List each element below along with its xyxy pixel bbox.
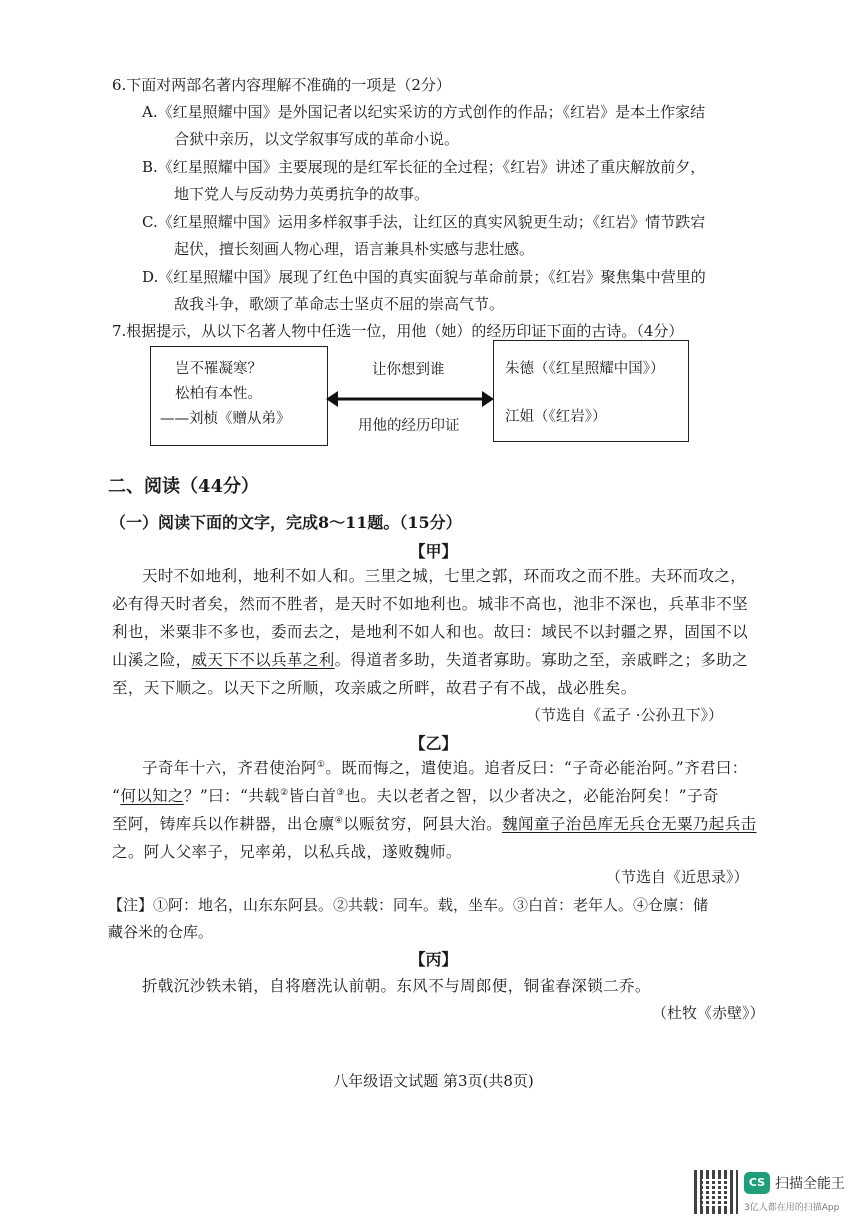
yi-source: （节选自《近思录》）: [606, 868, 749, 886]
passage-jia-label: 【甲】: [409, 542, 458, 561]
yi-line-1: [142, 756, 748, 778]
arrow-label-top: 让你想到谁: [372, 362, 445, 378]
character-box: [493, 340, 689, 442]
q6-stem: 6.下面对两部名著内容理解不准确的一项是（2分）: [112, 76, 451, 94]
q6-option-c-line2: 起伏，擅长刻画人物心理，语言兼具朴实感与悲壮感。: [174, 240, 535, 258]
footnote-3: ③: [336, 787, 345, 798]
poem-line-2: 松柏有本性。: [175, 386, 262, 402]
arrow-label-bottom: 用他的经历印证: [358, 418, 460, 434]
jia-source: （节选自《孟子 ·公孙丑下》）: [526, 706, 724, 724]
passage-yi-label: 【乙】: [409, 734, 458, 753]
bing-poem: 折戟沉沙铁未销，自将磨洗认前朝。东风不与周郎便，铜雀春深锁二乔。: [142, 977, 651, 995]
jia-line-3: 利也，米粟非不多也，委而去之，是地利不如人和也。故曰：域民不以封疆之界，固国不以: [112, 623, 749, 641]
footnote-1: ①: [316, 759, 326, 770]
yi-line-2-quote: “: [112, 787, 121, 805]
jia-line-1: 天时不如地利，地利不如人和。三里之城，七里之郭，环而攻之而不胜。夫环而攻之，: [142, 567, 747, 585]
q6-option-d-line2: 敌我斗争，歌颂了革命志士坚贞不屈的崇高气节。: [174, 295, 505, 313]
yi-line-3: [112, 812, 757, 834]
page-footer: 八年级语文试题 第3页(共8页): [333, 1072, 534, 1090]
q6-option-a-line2: 合狱中亲历，以文学叙事写成的革命小说。: [174, 130, 460, 148]
bing-source: （杜牧《赤壁》）: [652, 1004, 765, 1022]
yi-line-3-b: 以赈贫穷，阿县大治。: [343, 815, 503, 833]
q6-option-b-line1: B.《红星照耀中国》主要展现的是红军长征的全过程；《红岩》讲述了重庆解放前夕，: [142, 158, 706, 176]
yi-line-2-b: ？”曰：“共载: [183, 787, 281, 805]
jia-line-4-start: 山溪之险，: [112, 651, 192, 669]
yi-line-4: 之。阿人父率子，兄率弟，以私兵战，遂败魏师。: [112, 843, 462, 861]
yi-line-2-d: 也。夫以老者之智，以少者决之，必能治阿矣！”子奇: [344, 787, 719, 805]
yi-underlined-sentence: 魏闻童子治邑库无兵仓无粟乃起兵击: [502, 815, 757, 833]
q6-option-b-line2: 地下党人与反动势力英勇抗争的故事。: [174, 185, 430, 203]
q7-stem: 7.根据提示，从以下名著人物中任选一位，用他（她）的经历印证下面的古诗。（4分）: [112, 322, 684, 340]
poem-line-1: 岂不罹凝寒？: [175, 361, 262, 377]
footnote-4: ④: [334, 815, 344, 826]
notes-line-2: 藏谷米的仓库。: [108, 923, 214, 941]
jia-underlined-sentence: 威天下不以兵革之利: [191, 651, 335, 669]
notes-line-1: 【注】①阿：地名，山东东阿县。②共载：同车。载，坐车。③白首：老年人。④仓廪：储: [108, 896, 709, 914]
subsection-title: （一）阅读下面的文字，完成8～11题。（15分）: [110, 513, 462, 532]
passage-bing-label: 【丙】: [409, 950, 458, 969]
q6-option-a-line1: A.《红星照耀中国》是外国记者以纪实采访的方式创作的作品；《红岩》是本土作家结: [142, 103, 706, 121]
camscanner-tagline: 3亿人都在用的扫描App: [744, 1203, 840, 1213]
character-choice-jiangjie: 江姐（《红岩》）: [505, 409, 607, 425]
camscanner-name: 扫描全能王: [775, 1176, 845, 1192]
section-title: 二、阅读（44分）: [108, 476, 260, 497]
yi-line-3-a: 至阿，铸库兵以作耕器，出仓廪: [112, 815, 335, 833]
double-arrow-icon: [326, 388, 494, 410]
character-choice-zhude: 朱德（《红星照耀中国》）: [505, 361, 665, 377]
yi-underlined-phrase: 何以知之: [120, 787, 184, 805]
footnote-2: ②: [280, 787, 289, 798]
yi-line-2: [112, 784, 719, 806]
jia-line-4-end: 。得道者多助，失道者寡助。寡助之至，亲戚畔之；多助之: [334, 651, 749, 669]
jia-line-5: 至，天下顺之。以天下之所顺，攻亲戚之所畔，故君子有不战，战必胜矣。: [112, 679, 637, 697]
yi-line-2-c: 皆白首: [288, 787, 337, 805]
q6-option-c-line1: C.《红星照耀中国》运用多样叙事手法，让红区的真实风貌更生动；《红岩》情节跌宕: [142, 213, 706, 231]
jia-line-4: [112, 648, 748, 670]
camscanner-logo: CS: [744, 1172, 770, 1194]
yi-line-1-a: 子奇年十六，齐君使治阿: [142, 759, 317, 777]
poem-attribution: ——刘桢《赠从弟》: [160, 411, 291, 427]
q6-option-d-line1: D.《红星照耀中国》展现了红色中国的真实面貌与革命前景；《红岩》聚焦集中营里的: [142, 268, 706, 286]
qr-code-icon: [694, 1170, 738, 1214]
yi-line-1-b: 。既而悔之，遣使追。追者反曰：“子奇必能治阿。”齐君曰：: [325, 759, 748, 777]
jia-line-2: 必有得天时者矣，然而不胜者，是天时不如地利也。城非不高也，池非不深也，兵革非不坚: [112, 595, 749, 613]
